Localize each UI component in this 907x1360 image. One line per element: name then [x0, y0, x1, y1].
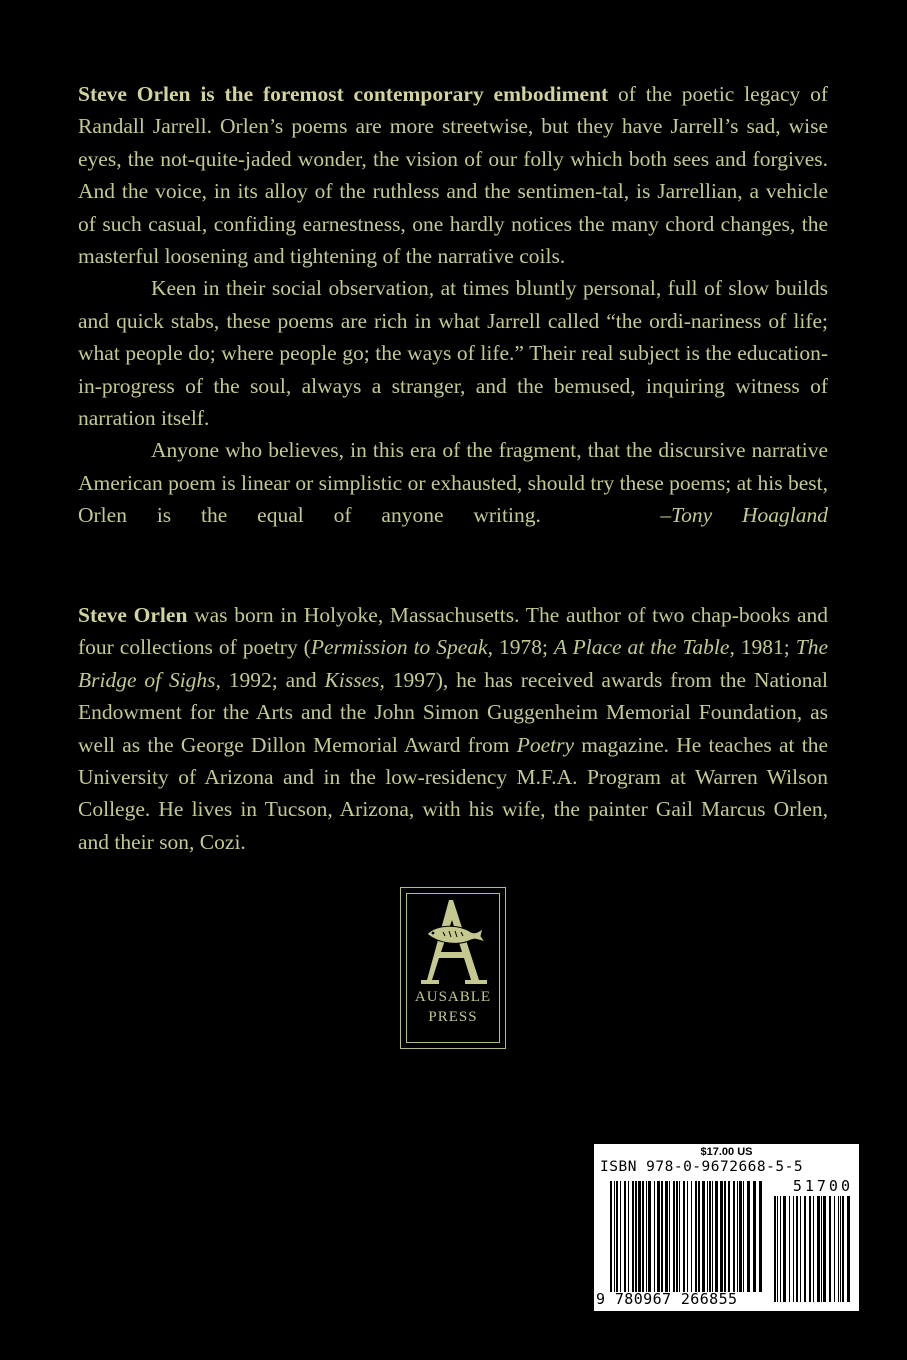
- barcode-bar: [642, 1181, 644, 1292]
- author-name: Steve Orlen: [78, 603, 188, 627]
- barcode-bar: [702, 1181, 705, 1292]
- barcode-bar: [724, 1181, 726, 1292]
- price-label: $17.00 US: [700, 1146, 753, 1158]
- review-paragraph-3: [78, 434, 828, 531]
- book-title: A Place at the Table,: [553, 635, 735, 660]
- barcode-bar: [800, 1196, 801, 1302]
- barcode-bar: [793, 1196, 794, 1302]
- bio-text: was born in Holyoke, Massachusetts. The author of two chap-books and four collections of poetry (: [78, 603, 828, 660]
- barcode-bar: [616, 1181, 618, 1292]
- barcode-bar: [707, 1181, 708, 1292]
- bio-text: 1997), he has received awards from the National Endowment for the Arts and the John Simon Guggenheim Memorial Foundation, as well as the George Dillon Memorial Award from: [78, 667, 828, 757]
- barcode-bars: [594, 1144, 859, 1311]
- barcode-bar: [661, 1181, 663, 1292]
- barcode-bar: [728, 1181, 730, 1292]
- barcode-bar: [698, 1181, 700, 1292]
- barcode-bar: [823, 1196, 826, 1302]
- barcode-bar: [624, 1181, 626, 1292]
- barcode-bar: [774, 1196, 776, 1302]
- barcode-bar: [737, 1181, 738, 1292]
- barcode-bar: [753, 1181, 756, 1292]
- barcode-bar: [796, 1196, 798, 1302]
- barcode-bar: [780, 1196, 781, 1302]
- press-name-line-1: AUSABLE: [414, 989, 492, 1005]
- barcode-bar: [821, 1196, 822, 1302]
- bio-text: 1981;: [734, 635, 796, 660]
- review-quote: [78, 78, 828, 532]
- barcode-bar: [646, 1181, 647, 1292]
- review-lead: Steve Orlen is the foremost contemporary embodiment: [78, 82, 609, 106]
- barcode-box: [594, 1144, 859, 1311]
- barcode-bar: [648, 1181, 651, 1292]
- barcode-bar: [783, 1196, 786, 1302]
- barcode-bar: [709, 1181, 711, 1292]
- barcode-bar: [683, 1181, 685, 1292]
- bio-text: 1978;: [492, 635, 554, 660]
- barcode-bar: [804, 1196, 806, 1302]
- barcode-bar: [673, 1181, 675, 1292]
- barcode-bar: [715, 1181, 718, 1292]
- barcode-bar: [809, 1196, 811, 1302]
- bio-text: magazine. He teaches at the University of Arizona and in the low-residency M.F.A. Program at Warren Wilson College. He lives in Tucson, Arizona, with his wife, the painter Gail Marcus Orlen, and their son, Cozi.: [78, 732, 828, 854]
- barcode-bar: [638, 1181, 641, 1292]
- ean-digits: 9 780967 266855: [596, 1290, 738, 1308]
- barcode-bar: [842, 1196, 844, 1302]
- barcode-bar: [657, 1181, 660, 1292]
- barcode-bar: [610, 1181, 612, 1292]
- barcode-bar: [712, 1181, 713, 1292]
- barcode-bar: [628, 1181, 629, 1292]
- barcode-bar: [840, 1196, 841, 1302]
- book-title: Kisses,: [324, 667, 385, 692]
- barcode-bar: [759, 1181, 762, 1292]
- barcode-bar: [847, 1196, 850, 1302]
- barcode-bar: [777, 1196, 778, 1302]
- barcode-bar: [834, 1196, 835, 1302]
- book-title: The Bridge of Sighs,: [78, 635, 828, 692]
- author-bio: [78, 599, 828, 858]
- barcode-bar: [733, 1181, 735, 1292]
- barcode-bar: [691, 1181, 692, 1292]
- barcode-bar: [789, 1196, 790, 1302]
- barcode-bar: [669, 1181, 670, 1292]
- bio-text: 1992; and: [220, 667, 325, 692]
- publisher-logo: [400, 887, 506, 1049]
- isbn-label: ISBN 978-0-9672668-5-5: [600, 1159, 804, 1175]
- review-paragraph-3-text: Anyone who believes, in this era of the fragment, that the discursive narrative American poem is linear or simplistic or exhausted, should try these poems; at his best, Orlen is the equal of anyone writing.: [78, 438, 828, 528]
- review-paragraph-1: [78, 78, 828, 272]
- barcode-bar: [679, 1181, 680, 1292]
- barcode-bar: [817, 1196, 820, 1302]
- barcode-bar: [720, 1181, 723, 1292]
- magazine-title: Poetry: [516, 732, 575, 757]
- barcode-bar: [665, 1181, 668, 1292]
- review-paragraph-2: Keen in their social observation, at times bluntly personal, full of slow builds and quick stabs, these poems are rich in what Jarrell called “the ordi-nariness of life; what people do; where people go; the ways of life.” Their real subject is the education-in-progress of the soul, always a stranger, and the bemused, inquiring witness of narration itself.: [78, 276, 828, 431]
- press-name-line-2: PRESS: [428, 1009, 478, 1025]
- book-title: Permission to Speak,: [310, 635, 493, 660]
- letter-a-fish-icon: [409, 894, 497, 990]
- barcode-bar: [614, 1181, 615, 1292]
- barcode-bar: [654, 1181, 655, 1292]
- barcode-bar: [695, 1181, 697, 1292]
- barcode-bar: [829, 1196, 831, 1302]
- review-attribution: –Tony Hoagland: [660, 503, 828, 528]
- bio-paragraph: [78, 599, 828, 858]
- barcode-bar: [747, 1181, 750, 1292]
- barcode-bar: [635, 1181, 637, 1292]
- barcode-bar: [838, 1196, 839, 1302]
- barcode-bar: [620, 1181, 621, 1292]
- barcode-bar: [676, 1181, 678, 1292]
- barcode-bar: [739, 1181, 742, 1292]
- price-addon-digits: 51700: [792, 1177, 853, 1195]
- barcode-bar: [743, 1181, 744, 1292]
- barcode-bar: [687, 1181, 688, 1292]
- barcode-bar: [813, 1196, 814, 1302]
- review-paragraph-1-text: of the poetic legacy of Randall Jarrell. Orlen’s poems are more streetwise, but they have Jarrell’s sad, wise eyes, the not-quite-jaded wonder, the vision of our folly which both sees and forgives. And the voice, in its alloy of the ruthless and the sentimen-tal, is Jarrellian, a vehicle of such casual, confiding earnestness, one hardly notices the many chord changes, the masterful loosening and tightening of the narrative coils.: [78, 82, 828, 269]
- barcode-bar: [632, 1181, 634, 1292]
